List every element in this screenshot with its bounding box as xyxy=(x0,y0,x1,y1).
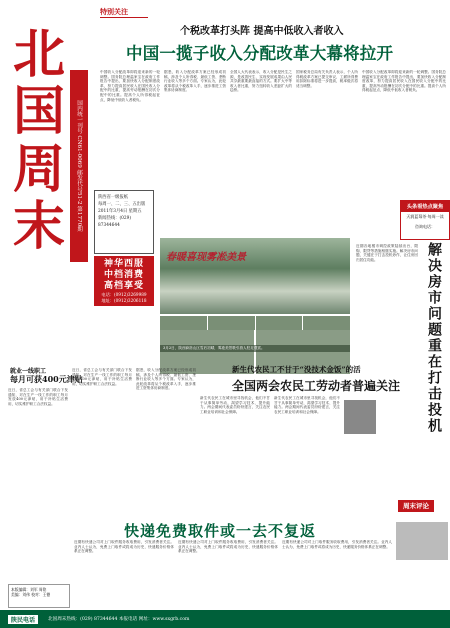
masthead-title xyxy=(10,23,68,258)
editorial-title: 解决房市问题重在打击投机 xyxy=(426,242,442,434)
footer xyxy=(0,610,450,628)
article2-body-col3: 据悉，收入分配改革方案已经形成初稿，涉及个人所得税、最低工资、垄断行业收入等多个方面。专家认为，此轮改革将从个税改革入手，逐步推进工资集体协商制度。 xyxy=(136,368,196,391)
credits-box xyxy=(8,584,70,608)
article3-title: 全国两会农民工劳动者普遍关注 xyxy=(232,379,401,393)
portrait-photo xyxy=(344,400,376,434)
article2-body: 近日，省总工会与有关部门联合下发通知，对在生产一线工作的职工每月发放400元津贴，用于补贴生活费用，切实维护职工合法权益。 xyxy=(8,388,68,406)
photo-title: 春暖喜现雾凇美景 xyxy=(166,252,246,263)
masthead-strip: 国内统一刊号 CN61-0069 邮发代号51-2 第1770期 xyxy=(70,70,88,262)
article3-sub: 新生代农民工不甘于“没技术金饭”的活 xyxy=(232,365,361,374)
headline-sub: 个税改革打头阵 提高中低收入者收入 xyxy=(180,26,344,37)
info-line-3: 2011年3月4日 星期五 xyxy=(98,209,142,214)
masthead xyxy=(7,6,89,264)
masthead-char-1: 北 xyxy=(12,23,65,85)
right-ad-title: 头条看热点聚焦 xyxy=(401,201,449,212)
article2-kicker: 就业一线职工 xyxy=(10,368,47,375)
bottom-ad xyxy=(396,522,448,560)
bottom-body-col1: 近期有快递公司对上门取件服务收取费用，引发消费者关注。业内人士认为，免费上门取件或将成为历史，快递服务价格体系正在调整。 xyxy=(74,540,174,554)
masthead-char-2: 国 xyxy=(12,81,65,143)
right-ad xyxy=(400,200,450,240)
article-body-col1: 中国收入分配改革即将迎来新的一轮调整。国务院总理温家宝在政府工作报告中提出，要加快收入分配制度改革，努力提高居民收入在国民收入分配中的比重，提高劳动报酬在初次分配中的比重。提高个人所得税起征点，降低中低收入者税负。 xyxy=(100,70,160,102)
credits-line-1: 本版编辑：刘军 周铭 xyxy=(11,587,47,592)
section-label: 特别关注 xyxy=(100,7,148,18)
photo-caption: 3月2日，陕西商洛山区雪后初晴，雾凇美景吸引游人驻足观赏。 xyxy=(160,345,350,352)
article3-body-col2: 新生代农民工在城市里寻找机会，他们不甘于从事简单劳动，渴望学习技术、提升能力。两会期间代表委员纷纷建言，关注农民工职业培训和社会保障。 xyxy=(274,396,340,414)
photo-strip xyxy=(160,316,350,330)
info-line-2: 每周一、二、三、五出版 xyxy=(98,202,146,207)
headline-main: 中国一揽子收入分配改革大幕将拉开 xyxy=(126,44,394,63)
article-body-col2: 据悉，收入分配改革方案已经形成初稿，涉及个人所得税、最低工资、垄断行业收入等多个方面。专家认为，此轮改革将从个税改革入手，逐步推进工资集体协商制度。 xyxy=(164,70,226,93)
info-line-4: 新闻热线：(029) 87344644 xyxy=(98,216,132,228)
editorial-badge: 周末评论 xyxy=(398,500,434,512)
ad-line-3: 高档享受 xyxy=(103,281,144,291)
info-line-1: 陕西省一级报纸 xyxy=(98,195,129,200)
bottom-body-col3: 近期有快递公司对上门取件服务收取费用，引发消费者关注。业内人士认为，免费上门取件或将成为历史，快递服务价格体系正在调整。 xyxy=(282,540,392,549)
ad-line-1: 神华西服 xyxy=(103,259,144,269)
right-ad-line1: 天润蓝莓茶·每周一读 xyxy=(406,214,444,219)
article2-body-col2: 近日，省总工会与有关部门联合下发通知，对在生产一线工作的职工每月发放400元津贴，用于补贴生活费用，切实维护职工合法权益。 xyxy=(72,368,132,386)
bottom-headline: 快递免费取件或一去不复返 xyxy=(124,522,317,540)
info-box xyxy=(94,190,154,254)
editorial-body: 近期各地楼市调控政策陆续出台，限购、限贷等措施相继实施。解决房市问题，关键在于打击投机炒作，让住房回归居住功能。 xyxy=(356,244,418,262)
credits-line-2: 美编：刘伟 校对：王德 xyxy=(11,592,51,597)
photo-thumb xyxy=(160,316,207,330)
ad-tel2: 地址：(0912)3206118 xyxy=(101,298,147,303)
article2-title: 每月可获400元津贴 xyxy=(10,374,83,384)
photo-thumb xyxy=(208,316,255,330)
ad-box xyxy=(94,256,154,306)
footer-text: 北国周末热线：(029) 87344644 本报电话 网址：www.sxgrb.com xyxy=(48,617,190,622)
photo-thumb xyxy=(303,316,350,330)
footer-brand: 陕民电话 xyxy=(8,615,38,624)
article-body-col3: 全国人大代表表示，收入分配是民生之源，是改善民生、实现发展成果由人民共享最重要最直接的方式。要扩大中等收入者比重，努力扭转收入差距扩大的趋势。 xyxy=(230,70,292,93)
bottom-body-col2: 近期有快递公司对上门取件服务收取费用，引发消费者关注。业内人士认为，免费上门取件或将成为历史，快递服务价格体系正在调整。 xyxy=(178,540,278,554)
masthead-char-3: 周 xyxy=(12,138,65,200)
ad-tel: 电话：(0912)3269989 xyxy=(101,292,147,297)
article-body-col4: 国家税务总局有关负责人表示，个人所得税改革方案已提交审议，工薪所得费用扣除标准将进一步提高，税率级次将适当调整。 xyxy=(296,70,358,88)
article-body-col5: 中国收入分配改革即将迎来新的一轮调整。国务院总理温家宝在政府工作报告中提出，要加快收入分配制度改革，努力提高居民收入在国民收入分配中的比重，提高劳动报酬在初次分配中的比重。提高个人所得税起征点，降低中低收入者税负。 xyxy=(362,70,446,93)
ad-line-2: 中档消费 xyxy=(103,270,144,280)
masthead-char-4: 末 xyxy=(12,196,65,258)
photo-thumb xyxy=(256,316,303,330)
right-ad-line2: 咨询电话： xyxy=(415,224,435,229)
article3-body: 新生代农民工在城市里寻找机会，他们不甘于从事简单劳动，渴望学习技术、提升能力。两会期间代表委员纷纷建言，关注农民工职业培训和社会保障。 xyxy=(200,396,270,414)
